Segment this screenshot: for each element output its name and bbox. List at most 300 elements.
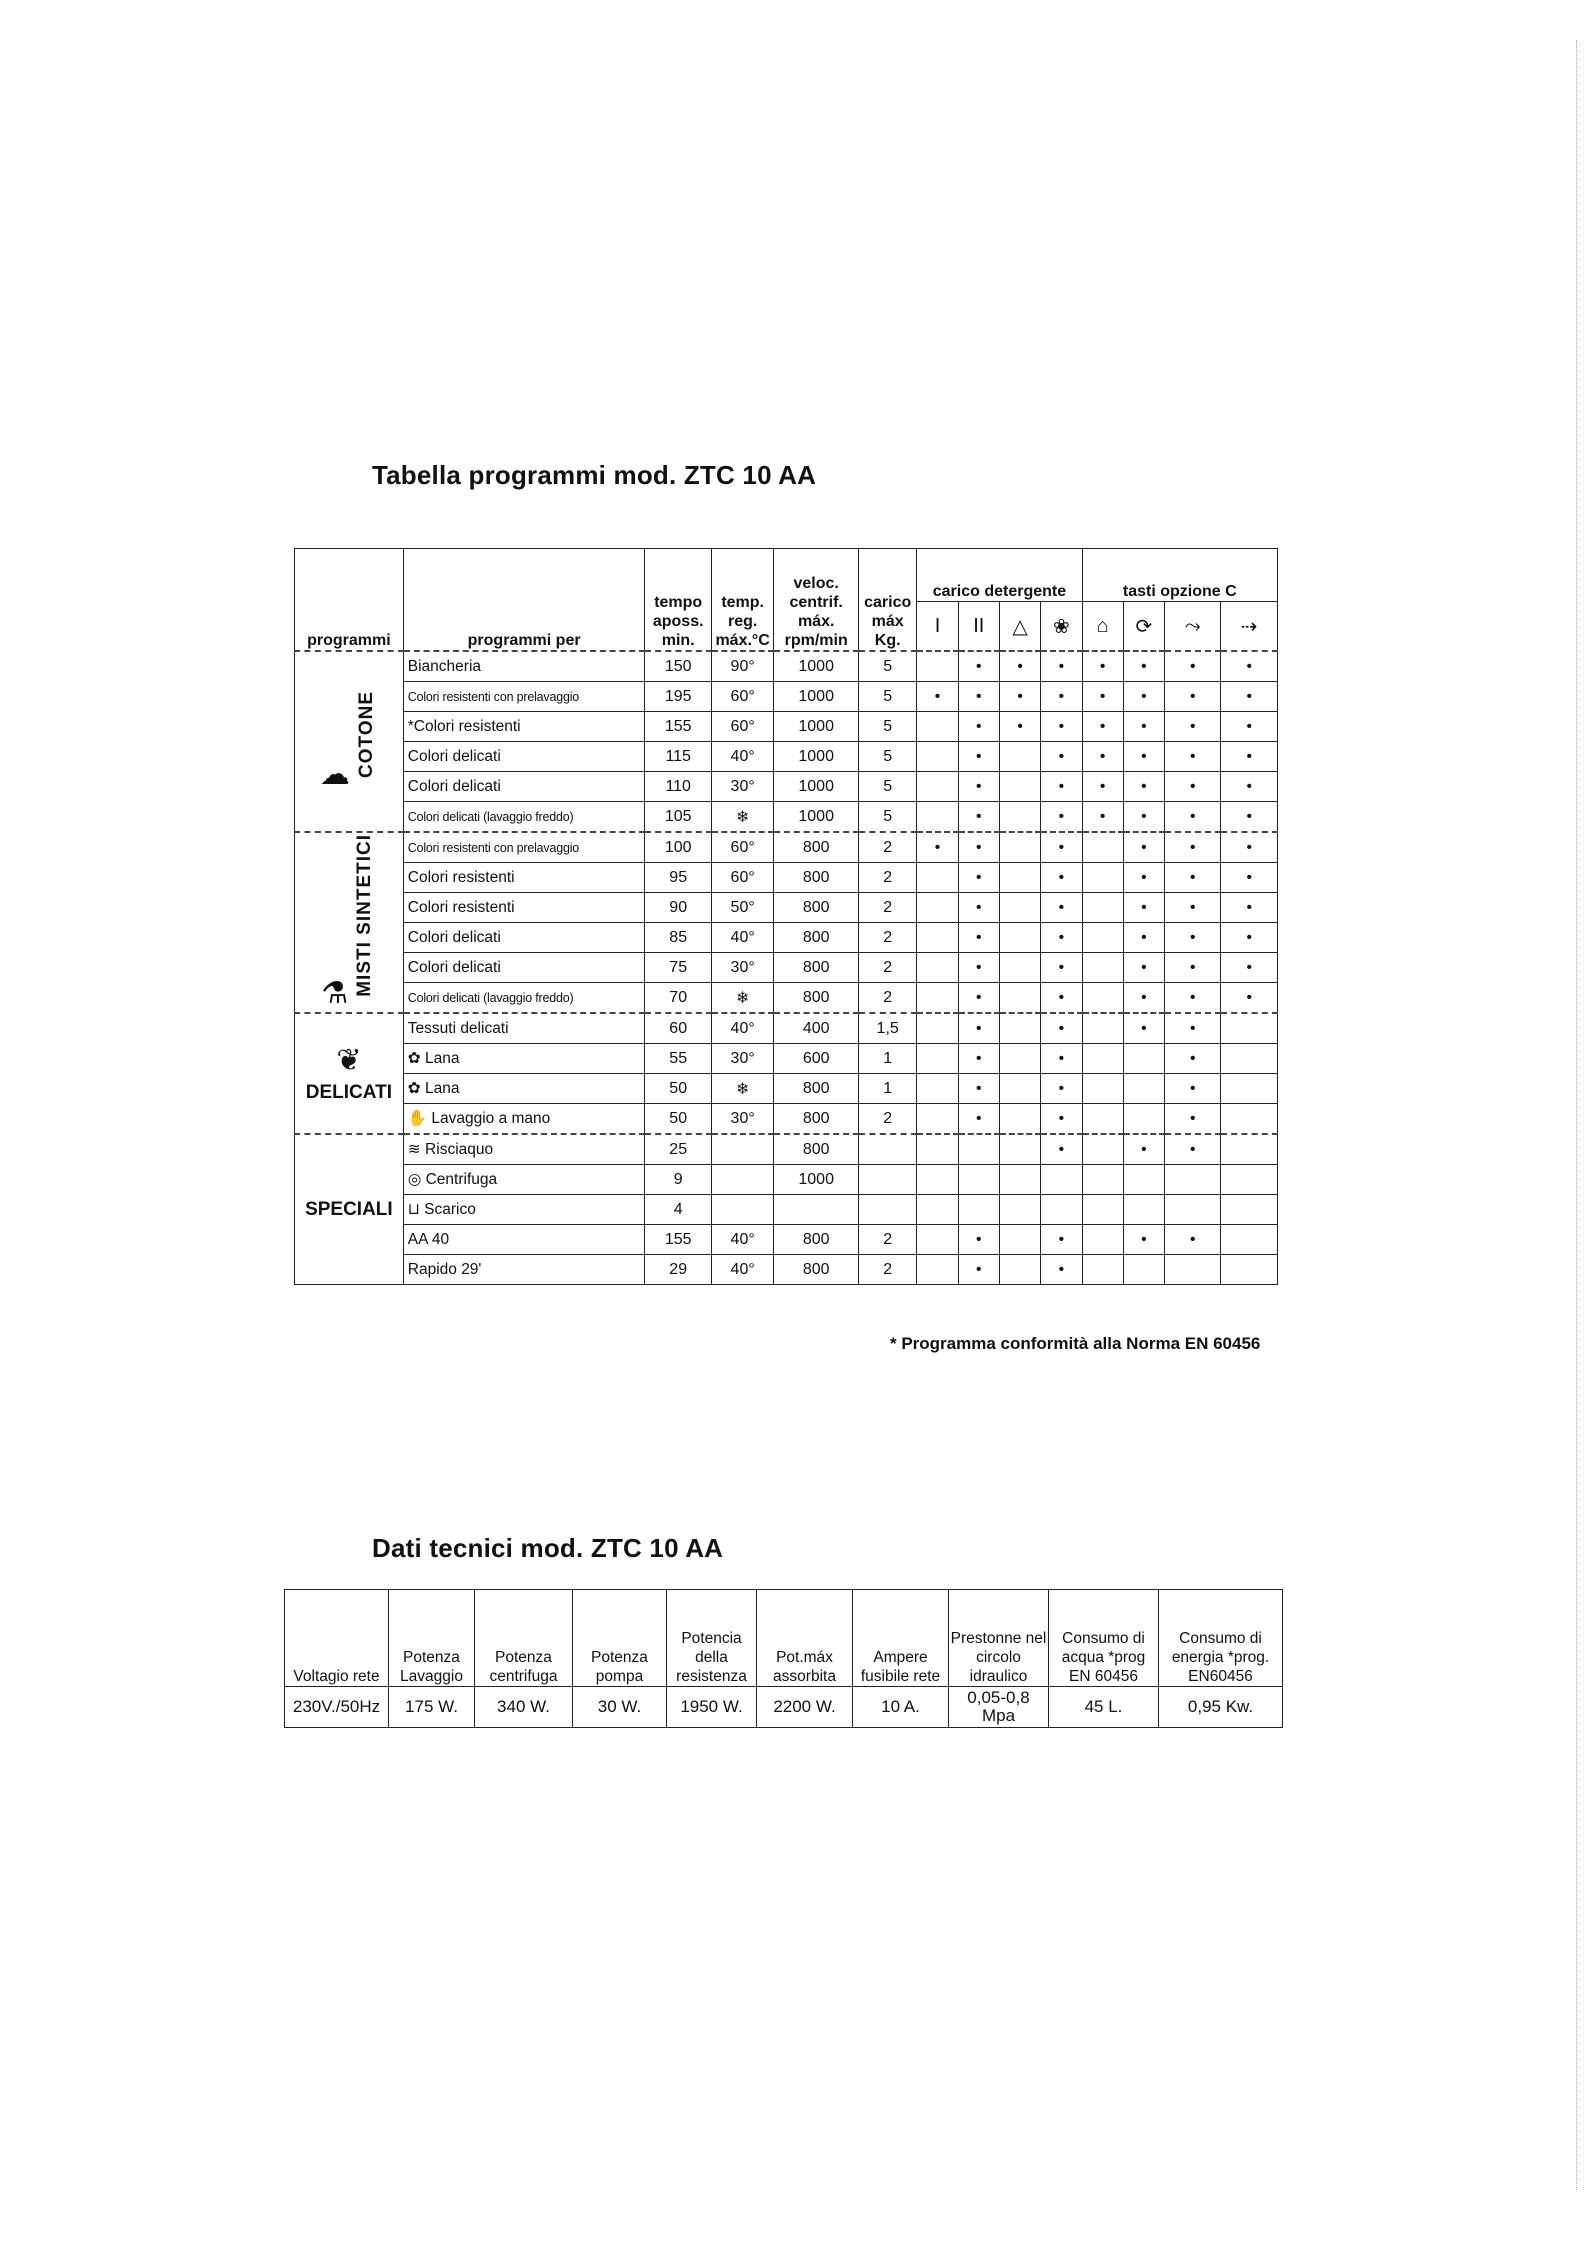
category-cell (295, 651, 404, 832)
dot-cell (999, 953, 1040, 983)
delicate-icon: ❦ (336, 1044, 362, 1077)
temp-cell: 50° (711, 893, 773, 923)
softener-icon: ❀ (1041, 602, 1082, 652)
tech-header-row (285, 1590, 1283, 1687)
temp-cell (711, 1134, 773, 1165)
load-cell: 2 (858, 983, 916, 1014)
dot-cell: • (1041, 983, 1082, 1014)
dot-cell (999, 923, 1040, 953)
spin-cell: 800 (774, 1104, 859, 1135)
spin-cell: 1000 (774, 742, 859, 772)
temp-cell: 30° (711, 1044, 773, 1074)
program-name: Colori delicati (403, 742, 645, 772)
program-name: Colori resistenti con prelavaggio (403, 682, 645, 712)
tech-header-cell: Consumo di acqua *prog EN 60456 (1049, 1590, 1159, 1687)
spin-cell: 800 (774, 983, 859, 1014)
table-row (295, 651, 1278, 682)
category-cell (295, 832, 404, 1013)
norm-note: * Programma conformità alla Norma EN 60456 (890, 1334, 1261, 1353)
tech-value-cell: 2200 W. (757, 1687, 853, 1728)
temp-cell: 60° (711, 712, 773, 742)
header-programmi: programmi (295, 549, 404, 652)
dot-cell: • (1123, 1013, 1164, 1044)
category-label: COTONE (355, 691, 377, 779)
dot-cell: • (1221, 953, 1278, 983)
dot-cell: • (1041, 1255, 1082, 1285)
dot-cell: • (1123, 772, 1164, 802)
dot-cell (1082, 1013, 1123, 1044)
dot-cell: • (958, 923, 999, 953)
dot-cell: • (917, 832, 958, 863)
spin-cell: 400 (774, 1013, 859, 1044)
dot-cell (917, 1074, 958, 1104)
option-no-spin-icon: ⇢ (1221, 602, 1278, 652)
dot-cell: • (1221, 772, 1278, 802)
dot-cell (958, 1134, 999, 1165)
dot-cell: • (1123, 712, 1164, 742)
dot-cell (1123, 1165, 1164, 1195)
dot-cell (917, 1255, 958, 1285)
header-row (295, 549, 1278, 602)
dot-cell: • (1165, 1074, 1221, 1104)
dot-cell: • (958, 832, 999, 863)
temp-cell (711, 1165, 773, 1195)
category-label: DELICATI (305, 1082, 392, 1103)
dot-cell (917, 1134, 958, 1165)
dot-cell: • (1082, 651, 1123, 682)
time-cell: 85 (645, 923, 711, 953)
program-name: ⊔ Scarico (403, 1195, 645, 1225)
tech-value-cell: 1950 W. (667, 1687, 757, 1728)
dot-cell (917, 651, 958, 682)
dot-cell (1221, 1134, 1278, 1165)
dot-cell: • (1041, 832, 1082, 863)
dot-cell: • (1123, 983, 1164, 1014)
time-cell: 50 (645, 1104, 711, 1135)
tech-header-cell: Potenza pompa (573, 1590, 667, 1687)
time-cell: 25 (645, 1134, 711, 1165)
spin-cell: 1000 (774, 1165, 859, 1195)
spin-cell: 600 (774, 1044, 859, 1074)
dot-cell (1082, 1225, 1123, 1255)
dot-cell (999, 832, 1040, 863)
dot-cell: • (1123, 802, 1164, 833)
spin-cell: 1000 (774, 772, 859, 802)
dot-cell: • (1041, 772, 1082, 802)
tech-header-cell: Pot.máx assorbita (757, 1590, 853, 1687)
dot-cell (1221, 1044, 1278, 1074)
load-cell (858, 1134, 916, 1165)
dot-cell: • (1165, 863, 1221, 893)
program-name: ✿ Lana (403, 1044, 645, 1074)
tech-value-cell: 340 W. (475, 1687, 573, 1728)
time-cell: 100 (645, 832, 711, 863)
detergent-i-icon: I (917, 602, 958, 652)
program-name: *Colori resistenti (403, 712, 645, 742)
dot-cell: • (1165, 893, 1221, 923)
dot-cell: • (958, 893, 999, 923)
dot-cell (999, 742, 1040, 772)
dot-cell: • (999, 682, 1040, 712)
dot-cell: • (1082, 712, 1123, 742)
tech-value-cell: 175 W. (389, 1687, 475, 1728)
dot-cell (917, 712, 958, 742)
dot-cell (1165, 1165, 1221, 1195)
dot-cell (999, 1195, 1040, 1225)
dot-cell (1082, 983, 1123, 1014)
dot-cell (1082, 953, 1123, 983)
table-row (295, 742, 1278, 772)
temp-cell: ❄ (711, 983, 773, 1014)
dot-cell (999, 893, 1040, 923)
dot-cell (1221, 1013, 1278, 1044)
dot-cell: • (1221, 651, 1278, 682)
table-row (295, 802, 1278, 833)
dot-cell (917, 742, 958, 772)
dot-cell (1221, 1195, 1278, 1225)
dot-cell (1221, 1104, 1278, 1135)
cotton-icon: ☁ (319, 757, 350, 791)
program-name: ✋ Lavaggio a mano (403, 1104, 645, 1135)
dot-cell: • (1041, 651, 1082, 682)
dot-cell (999, 1225, 1040, 1255)
dot-cell (999, 1104, 1040, 1135)
tech-value-cell: 0,95 Kw. (1159, 1687, 1283, 1728)
temp-cell: 40° (711, 1013, 773, 1044)
dot-cell (1165, 1255, 1221, 1285)
time-cell: 29 (645, 1255, 711, 1285)
table-row (295, 1074, 1278, 1104)
dot-cell: • (1082, 772, 1123, 802)
category-label: SPECIALI (305, 1198, 393, 1220)
time-cell: 115 (645, 742, 711, 772)
spin-cell: 800 (774, 1134, 859, 1165)
dot-cell (1123, 1044, 1164, 1074)
time-cell: 50 (645, 1074, 711, 1104)
category-cell (295, 1134, 404, 1285)
dot-cell: • (1221, 863, 1278, 893)
dot-cell: • (958, 953, 999, 983)
dot-cell (999, 1074, 1040, 1104)
dot-cell: • (1041, 863, 1082, 893)
dot-cell (1082, 1165, 1123, 1195)
tech-header-cell: Consumo di energia *prog. EN60456 (1159, 1590, 1283, 1687)
dot-cell: • (1165, 1044, 1221, 1074)
dot-cell (1082, 1195, 1123, 1225)
dot-cell: • (1041, 742, 1082, 772)
program-name: ≋ Risciaquo (403, 1134, 645, 1165)
dot-cell: • (1165, 832, 1221, 863)
dot-cell (1082, 1104, 1123, 1135)
dot-cell (917, 893, 958, 923)
load-cell: 5 (858, 712, 916, 742)
load-cell (858, 1165, 916, 1195)
category-label: MISTI SINTETICI (354, 834, 376, 998)
temp-cell: 90° (711, 651, 773, 682)
dot-cell: • (958, 1044, 999, 1074)
dot-cell (1041, 1165, 1082, 1195)
load-cell: 5 (858, 742, 916, 772)
dot-cell (1123, 1074, 1164, 1104)
dot-cell: • (1165, 1134, 1221, 1165)
dot-cell: • (958, 772, 999, 802)
load-cell: 2 (858, 923, 916, 953)
temp-cell: 40° (711, 1255, 773, 1285)
dot-cell (917, 1165, 958, 1195)
table-row (295, 1104, 1278, 1135)
dot-cell: • (1165, 712, 1221, 742)
spin-cell: 800 (774, 953, 859, 983)
tech-header-cell: Ampere fusibile rete (853, 1590, 949, 1687)
load-cell: 5 (858, 682, 916, 712)
header-carico-detergente: carico detergente (917, 549, 1082, 602)
tech-value-cell: 10 A. (853, 1687, 949, 1728)
dot-cell (917, 923, 958, 953)
load-cell: 2 (858, 893, 916, 923)
dot-cell: • (958, 682, 999, 712)
dot-cell: • (1123, 742, 1164, 772)
dot-cell: • (1165, 983, 1221, 1014)
program-name: Colori delicati (403, 923, 645, 953)
table-row (295, 832, 1278, 863)
tech-value-cell: 45 L. (1049, 1687, 1159, 1728)
program-name: Colori delicati (lavaggio freddo) (403, 802, 645, 833)
dot-cell: • (958, 1104, 999, 1135)
spin-cell: 800 (774, 832, 859, 863)
dot-cell (958, 1165, 999, 1195)
table-row (295, 1044, 1278, 1074)
dot-cell (917, 802, 958, 833)
dot-cell: • (1165, 1104, 1221, 1135)
load-cell: 2 (858, 1255, 916, 1285)
tech-header-cell: Voltagio rete (285, 1590, 389, 1687)
dot-cell (917, 1013, 958, 1044)
dot-cell: • (1165, 651, 1221, 682)
time-cell: 110 (645, 772, 711, 802)
dot-cell: • (958, 983, 999, 1014)
dot-cell: • (1123, 832, 1164, 863)
spin-cell: 800 (774, 863, 859, 893)
dot-cell: • (1165, 682, 1221, 712)
tech-header-cell: Potencia della resistenza (667, 1590, 757, 1687)
dot-cell (999, 983, 1040, 1014)
table-row (295, 772, 1278, 802)
spin-cell: 800 (774, 1074, 859, 1104)
dot-cell: • (958, 712, 999, 742)
dot-cell: • (1041, 1013, 1082, 1044)
dot-cell: • (1041, 1225, 1082, 1255)
program-name: ◎ Centrifuga (403, 1165, 645, 1195)
dot-cell: • (1123, 923, 1164, 953)
table-row (295, 983, 1278, 1014)
load-cell: 5 (858, 772, 916, 802)
dot-cell: • (958, 1225, 999, 1255)
dot-cell: • (1165, 1013, 1221, 1044)
dot-cell: • (1165, 923, 1221, 953)
load-cell: 2 (858, 1225, 916, 1255)
dot-cell: • (1041, 893, 1082, 923)
program-name: Colori resistenti con prelavaggio (403, 832, 645, 863)
dot-cell (1082, 1044, 1123, 1074)
program-name: Colori resistenti (403, 863, 645, 893)
table-row (295, 1134, 1278, 1165)
dot-cell (999, 863, 1040, 893)
dot-cell: • (1123, 953, 1164, 983)
tech-value-cell: 0,05-0,8 Mpa (949, 1687, 1049, 1728)
time-cell: 75 (645, 953, 711, 983)
dot-cell: • (1123, 893, 1164, 923)
category-cell (295, 1013, 404, 1134)
dot-cell (1082, 923, 1123, 953)
dot-cell: • (1082, 682, 1123, 712)
program-name: Colori delicati (403, 953, 645, 983)
dot-cell (917, 1044, 958, 1074)
dot-cell: • (1221, 742, 1278, 772)
bleach-icon: △ (999, 602, 1040, 652)
temp-cell: ❄ (711, 1074, 773, 1104)
dot-cell: • (1123, 1225, 1164, 1255)
temp-cell: 30° (711, 953, 773, 983)
dot-cell: • (1221, 832, 1278, 863)
dot-cell (999, 1044, 1040, 1074)
temp-cell: 40° (711, 1225, 773, 1255)
option-extra-rinse-icon: ⤳ (1165, 602, 1221, 652)
time-cell: 105 (645, 802, 711, 833)
temp-cell: 40° (711, 923, 773, 953)
dot-cell (999, 1134, 1040, 1165)
dot-cell (999, 802, 1040, 833)
header-veloc: veloc. centrif. máx. rpm/min (774, 549, 859, 652)
dot-cell: • (958, 651, 999, 682)
dot-cell (1082, 1074, 1123, 1104)
dot-cell: • (1041, 1104, 1082, 1135)
temp-cell: ❄ (711, 802, 773, 833)
table-row (295, 1255, 1278, 1285)
temp-cell: 30° (711, 772, 773, 802)
detergent-ii-icon: II (958, 602, 999, 652)
header-carico: carico máx Kg. (858, 549, 916, 652)
dot-cell (1123, 1255, 1164, 1285)
program-name: Tessuti delicati (403, 1013, 645, 1044)
dot-cell: • (1165, 772, 1221, 802)
dot-cell (917, 1104, 958, 1135)
time-cell: 70 (645, 983, 711, 1014)
temp-cell: 40° (711, 742, 773, 772)
tech-header-cell: Potenza Lavaggio (389, 1590, 475, 1687)
dot-cell (999, 1255, 1040, 1285)
table-row (295, 863, 1278, 893)
temp-cell (711, 1195, 773, 1225)
dot-cell (917, 983, 958, 1014)
dot-cell (917, 863, 958, 893)
tech-data-table (284, 1589, 1283, 1728)
dot-cell: • (1041, 1074, 1082, 1104)
dot-cell (1082, 893, 1123, 923)
dot-cell: • (1221, 983, 1278, 1014)
dot-cell (999, 772, 1040, 802)
programs-table (294, 548, 1278, 1285)
dot-cell: • (999, 651, 1040, 682)
dot-cell: • (999, 712, 1040, 742)
dot-cell: • (1041, 923, 1082, 953)
dot-cell: • (958, 1013, 999, 1044)
time-cell: 60 (645, 1013, 711, 1044)
tech-header-cell: Potenza centrifuga (475, 1590, 573, 1687)
program-name: Colori delicati (lavaggio freddo) (403, 983, 645, 1014)
temp-cell: 60° (711, 832, 773, 863)
dot-cell: • (1041, 1044, 1082, 1074)
dot-cell (1221, 1165, 1278, 1195)
spin-cell: 800 (774, 1255, 859, 1285)
table-row (295, 1225, 1278, 1255)
dot-cell: • (1123, 1134, 1164, 1165)
time-cell: 9 (645, 1165, 711, 1195)
dot-cell: • (1082, 742, 1123, 772)
load-cell: 2 (858, 832, 916, 863)
header-temp: temp. reg. máx.°C (711, 549, 773, 652)
tech-table-title: Dati tecnici mod. ZTC 10 AA (372, 1533, 724, 1563)
program-name: Colori resistenti (403, 893, 645, 923)
dot-cell: • (1165, 953, 1221, 983)
dot-cell (917, 1195, 958, 1225)
dot-cell: • (1165, 1225, 1221, 1255)
dot-cell: • (958, 742, 999, 772)
dot-cell (1123, 1104, 1164, 1135)
time-cell: 150 (645, 651, 711, 682)
scan-edge (1574, 40, 1577, 2190)
dot-cell: • (1041, 802, 1082, 833)
dot-cell: • (958, 802, 999, 833)
header-tasti-opzione: tasti opzione C (1082, 549, 1277, 602)
dot-cell: • (917, 682, 958, 712)
time-cell: 90 (645, 893, 711, 923)
spin-cell: 1000 (774, 651, 859, 682)
dot-cell: • (958, 863, 999, 893)
dot-cell: • (1041, 1134, 1082, 1165)
spin-cell: 800 (774, 893, 859, 923)
temp-cell: 30° (711, 1104, 773, 1135)
synthetic-icon: ⚗ (321, 976, 349, 1010)
option-easy-iron-icon: ⌂ (1082, 602, 1123, 652)
table-row (295, 712, 1278, 742)
program-name: Biancheria (403, 651, 645, 682)
tech-values-row (285, 1687, 1283, 1728)
table-row (295, 893, 1278, 923)
load-cell: 5 (858, 802, 916, 833)
table-row (295, 682, 1278, 712)
dot-cell: • (1123, 863, 1164, 893)
program-name: ✿ Lana (403, 1074, 645, 1104)
dot-cell (1123, 1195, 1164, 1225)
table-row (295, 953, 1278, 983)
spin-cell: 800 (774, 923, 859, 953)
program-name: AA 40 (403, 1225, 645, 1255)
dot-cell (917, 772, 958, 802)
tech-value-cell: 30 W. (573, 1687, 667, 1728)
dot-cell (999, 1165, 1040, 1195)
time-cell: 155 (645, 1225, 711, 1255)
load-cell (858, 1195, 916, 1225)
dot-cell (1221, 1225, 1278, 1255)
dot-cell: • (1041, 953, 1082, 983)
time-cell: 155 (645, 712, 711, 742)
program-name: Rapido 29' (403, 1255, 645, 1285)
spin-cell: 800 (774, 1225, 859, 1255)
header-programmi-per: programmi per (403, 549, 645, 652)
table-row (295, 1195, 1278, 1225)
temp-cell: 60° (711, 863, 773, 893)
tech-value-cell: 230V./50Hz (285, 1687, 389, 1728)
